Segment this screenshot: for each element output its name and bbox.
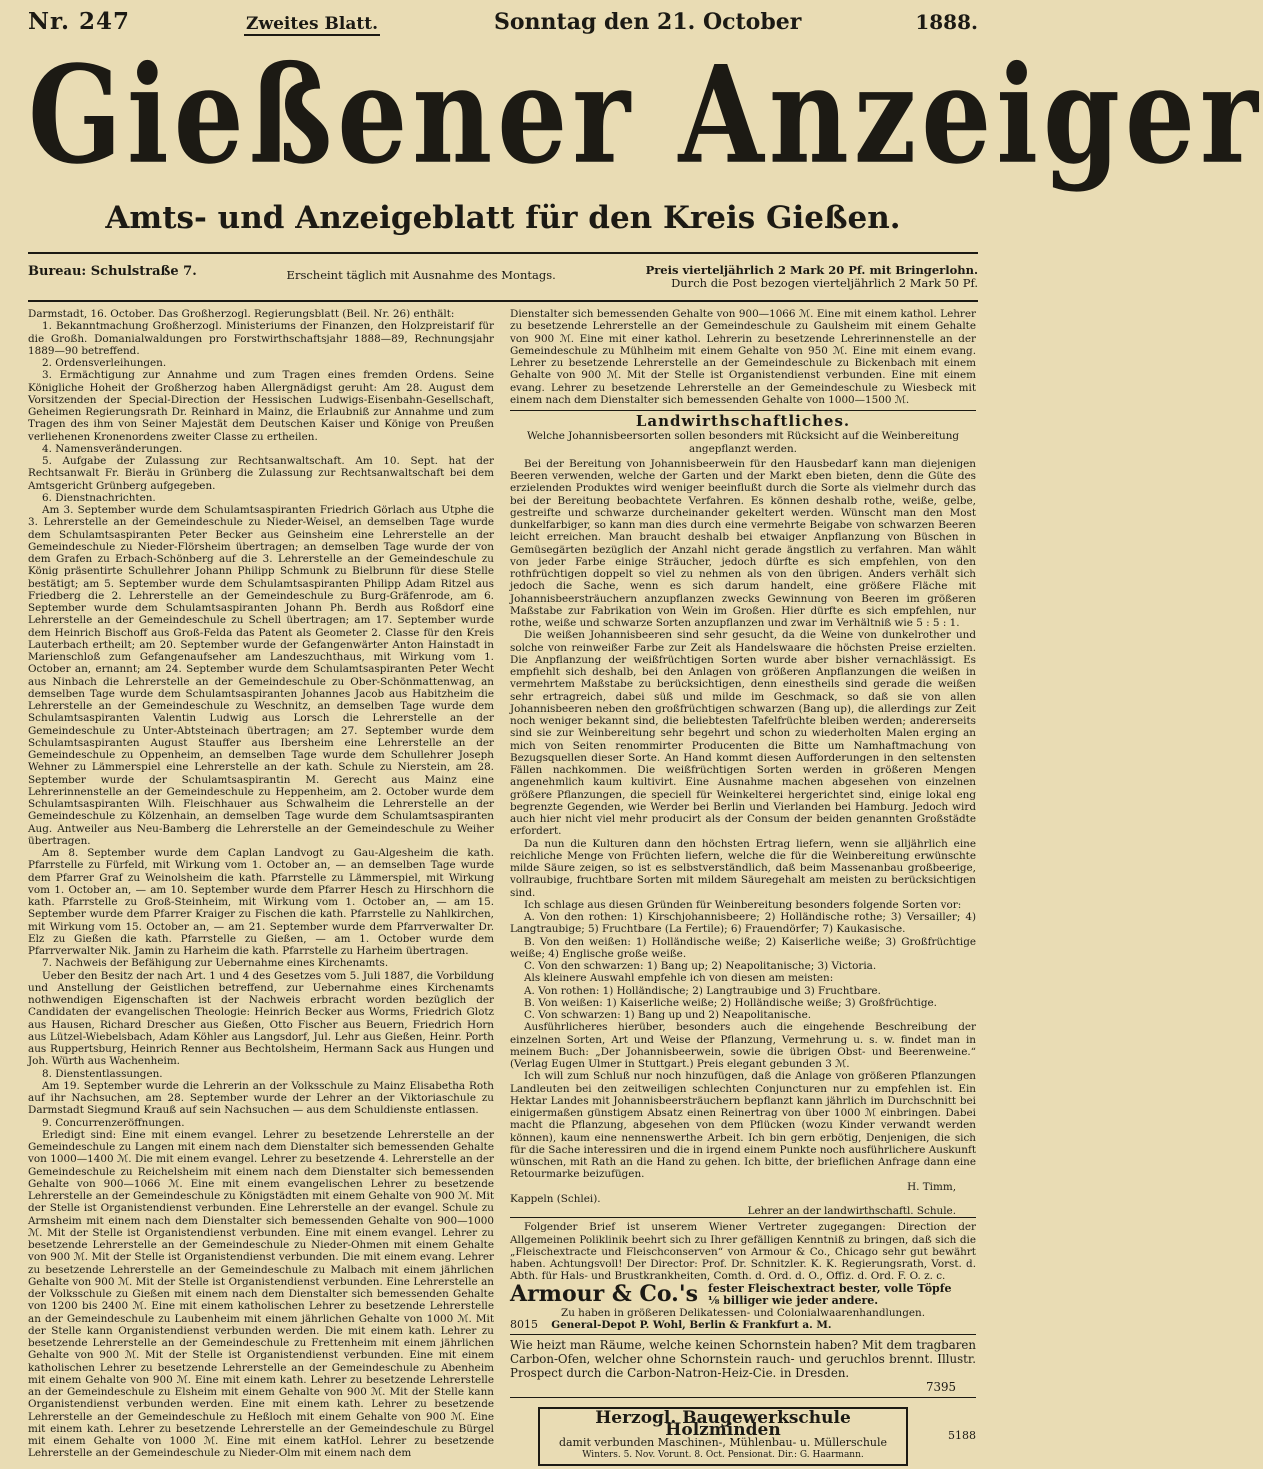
list-item: C. Von den schwarzen: 1) Bang up; 2) Neapolitanische; 3) Victoria. bbox=[524, 960, 877, 972]
ad-holzminden-box bbox=[538, 1407, 908, 1466]
ad-carbon-text: Wie heizt man Räume, welche keinen Schornstein haben? Mit dem tragbaren Carbon-Ofen, welcher ohne Schornstein rauch- und geruchlos brennt. Illustr. Prospect durch die Carbon-Natron-Heiz-Cie. in Dresden. bbox=[510, 1338, 976, 1380]
paragraph: 5. Aufgabe der Zulassung zur Rechtsanwaltschaft. Am 10. Sept. hat der Rechtsanwalt Fr. Bieräu in Grünberg die Zulassung zur Rechtsanwaltschaft bei dem Amtsgericht Grünberg aufgegeben. bbox=[28, 455, 494, 492]
ad-armour-number: 8015 bbox=[510, 1317, 538, 1331]
issue-year: 1888. bbox=[915, 10, 978, 34]
paragraph: Dienstalter sich bemessenden Gehalte von 900—1066 ℳ. Eine mit einem kathol. Lehrer zu besetzende Lehrerstelle an der Gemeindeschule zu Gaulsheim mit einem Gehalte von 900 ℳ. Eine mit einer kathol. Lehrerin zu besetzende Lehrerinnenstelle an der Gemeindeschule zu Mühlheim mit einem Gehalte von 950 ℳ. Eine mit einem evang. Lehrer zu besetzende Lehrerstelle an der Gemeindeschule zu Bickenbach mit einem Gehalte von 900 ℳ. Mit der Stelle ist Organistendienst verbunden. Eine mit einem evang. Lehrer zu besetzende Lehrerstelle an der Gemeindeschule zu Wiesbeck mit einem nach dem Dienstalter sich bemessenden Gehalte von 1000—1500 ℳ. bbox=[510, 308, 976, 406]
ad-armour-claim bbox=[708, 1283, 952, 1307]
ad-armour bbox=[510, 1217, 976, 1334]
paragraph: Die weißen Johannisbeeren sind sehr gesucht, da die Weine von dunkelrother und solche von reinweißer Farbe zur Zeit als Handelswaare die höchsten Preise erzielten. Die Anpflanzung der weißfrüchtigen Sorten wurde aber bisher vernachlässigt. Es empfiehlt sich deshalb, bei den Anlagen von größeren Anpflanzungen die weißen in vermehrtem Maßstabe zu berücksichtigen, denn einestheils sind gerade die weißen sehr ertragreich, dabei süß und milde im Geschmack, so daß sie von allen Johannisbeeren neben den großfrüchtigen schwarzen (Bang up), die allerdings zur Zeit noch weniger bekannt sind, die beliebtesten Tafelfrüchte bleiben werden; andererseits sind sie zur Weinbereitung sehr begehrt und schon zu wiederholten Malen erging an mich von Seiten renommirter Producenten die Bitte um Namhaftmachung von Bezugsquellen dieser Sorte. An Hand kommt diesen Aufforderungen in den seltensten Fällen nachkommen. Die weißfrüchtigen Sorten werden in größeren Mengen angenehmlich kaum kultivirt. Eine Ausnahme machen abgesehen von einzelnen größere Pflanzungen, die speciell für Weinkelterei hergerichtet sind, einige lokal eng begrenzte Gegenden, wie Werder bei Berlin und Vierlanden bei Hamburg. Jedoch wird auch hier nicht viel mehr producirt als der Consum der beiden genannten Großstädte erfordert. bbox=[510, 629, 976, 838]
ad-armour-depot-line bbox=[510, 1319, 976, 1331]
issue-number: Nr. 247 bbox=[28, 8, 131, 35]
paragraph: 1. Bekanntmachung Großherzogl. Ministeriums der Finanzen, den Holzpreistarif für die Großh. Domanialwaldungen pro Forstwirthschaftsjahr 1888—89, Rechnungsjahr 1889—90 betreffend. bbox=[28, 320, 494, 357]
ad-holzminden bbox=[510, 1407, 976, 1466]
ad-armour-claim-1: fester Fleischextract bester, volle Töpfe bbox=[707, 1281, 952, 1295]
ad-carbon bbox=[510, 1334, 976, 1397]
ad-holzminden-number: 5188 bbox=[948, 1429, 976, 1443]
paragraph: 2. Ordensverleihungen. bbox=[42, 357, 167, 369]
paragraph: 3. Ermächtigung zur Annahme und zum Tragen eines fremden Ordens. Seine Königliche Hoheit der Großherzog haben Allergnädigst geruht: Am 28. August dem Vorsitzenden der Special-Direction der Hessischen Ludwigs-Eisenbahn-Gesellschaft, Geheimen Regierungsrath Dr. Reinhard in Mainz, die Erlaubniß zur Annahme und zum Tragen des ihm von Seiner Majestät dem Deutschen Kaiser und Könige von Preußen verliehenen Kronenordens zweiter Classe zu ertheilen. bbox=[28, 369, 494, 443]
paragraph: Am 19. September wurde die Lehrerin an der Volksschule zu Mainz Elisabetha Roth auf ihr Nachsuchen, am 28. September wurde der Lehrer an der Viktoriaschule zu Darmstadt Siegmund Krauß auf sein Nachsuchen — aus dem Schuldienste entlassen. bbox=[28, 1079, 494, 1117]
publication-schedule: Erscheint täglich mit Ausnahme des Montags. bbox=[286, 268, 556, 282]
ad-armour-brand: Armour & Co.'s bbox=[510, 1281, 698, 1308]
list-item: A. Von rothen: 1) Holländische; 2) Langtraubige und 3) Fruchtbare. bbox=[524, 984, 881, 997]
masthead-title: Gießener Anzeiger bbox=[28, 36, 1263, 194]
ad-holzminden-title: Herzogl. Baugewerkschule Holzminden bbox=[595, 1408, 851, 1441]
paragraph: 8. Dienstentlassungen. bbox=[42, 1067, 163, 1080]
paragraph: Am 8. September wurde dem Caplan Landvogt zu Gau-Algesheim die kath. Pfarrstelle zu Fürfeld, mit Wirkung vom 1. October an, — an demselben Tage wurde dem Pfarrer Graf zu Weinolsheim die kath. Pfarrstelle zu Lämmerspiel, mit Wirkung vom 1. October an, — am 10. September wurde dem Pfarrer Hesch zu Hirschhorn die kath. Pfarrstelle zu Groß-Steinheim, mit Wirkung vom 1. October an, — am 15. September wurde dem Pfarrer Kraiger zu Fischen die kath. Pfarrstelle zu Nahlkirchen, mit Wirkung vom 15. October an, — am 21. September wurde dem Pfarrverwalter Dr. Elz zu Gießen die kath. Pfarrstelle zu Gießen, — am 1. October wurde dem Pfarrverwalter Nik. Jamin zu Harheim die kath. Pfarrstelle zu Harheim übertragen. bbox=[28, 847, 494, 957]
paragraph: 4. Namensveränderungen. bbox=[42, 442, 183, 455]
price-line-1: Preis vierteljährlich 2 Mark 20 Pf. mit Bringerlohn. bbox=[645, 263, 978, 277]
ad-armour-claim-2: ⅛ billiger wie jeder andere. bbox=[707, 1293, 879, 1307]
list-item: A. Von den rothen: 1) Kirschjohannisbeere; 2) Holländische rothe; 3) Versailler; 4) Langtraubige; 5) Fruchtbare (La Fertile); 6) Frauendörfer; 7) Kaukasische. bbox=[510, 911, 976, 936]
ad-carbon-number: 7395 bbox=[925, 1380, 956, 1394]
paragraph: Bei der Bereitung von Johannisbeerwein für den Hausbedarf kann man diejenigen Beeren verwenden, welche der Garten und der Markt eben bieten, denn die Güte des erzielenden Produktes wird weniger beeinflußt durch die Sorte als vielmehr durch das bei der Bereitung beobachtete Verfahren. Es können deshalb rothe, weiße, gelbe, gestreifte und schwarze durcheinander gekeltert werden. Wünscht man den Most dunkelfarbiger, so kann man dies durch eine vermehrte Beigabe von schwarzen Beeren leicht erreichen. Man braucht deshalb bei etwaiger Anpflanzung von Büschen in Gemüsegärten bezüglich der Anzahl nicht gerade ängstlich zu verfahren. Man wählt von jeder Farbe einige Sträucher, jedoch dürfte es sich empfehlen, von den rothfrüchtigen doppelt so viel zu nehmen als von den übrigen. Anders verhält sich jedoch die Sache, wenn es sich darum handelt, eine größere Fläche mit Johannisbeersträuchern anzupflanzen zwecks Gewinnung von Beeren im größeren Maßstabe zur Fabrikation von Wein im Großen. Hier dürfte es sich empfehlen, nur rothe, weiße und schwarze Sorten anzupflanzen und zwar im Verhältniß wie 5 : 5 : 1. bbox=[510, 457, 976, 629]
left-column bbox=[28, 308, 494, 1469]
ad-holzminden-small: Winters. 5. Nov. Vorunt. 8. Oct. Pensionat. Dir.: G. Haarmann. bbox=[582, 1449, 864, 1460]
paragraph: Da nun die Kulturen dann den höchsten Ertrag liefern, wenn sie alljährlich eine reichliche Menge von Früchten liefern, welche die für die Weinbereitung erwünschte milde Säure zeigen, so ist es selbstverständlich, daß beim Massenanbau großbeerige, vollraubige, fruchtbare Sorten mit mildem Säuregehalt am meisten zu berücksichtigen sind. bbox=[510, 837, 976, 899]
ad-armour-text: Folgender Brief ist unserem Wiener Vertreter zugegangen: Direction der Allgemeinen Poliklinik beehrt sich zu Ihrer gefälligen Kenntniß zu bringen, daß sich die „Fleischextracte und Fleischconserven“ von Armour & Co., Chicago sehr gut bewährt haben. Achtungsvoll! Der Director: Prof. Dr. Schnitzler. K. K. Regierungsrath, Vorst. d. Abth. für Hals- und Brustkrankheiten, Comth. d. Ord. d. O., Offiz. d. Ord. F. O. z. c. bbox=[510, 1221, 976, 1283]
paragraph: Am 3. September wurde dem Schulamtsaspiranten Friedrich Görlach aus Utphe die 3. Lehrerstelle an der Gemeindeschule zu Nieder-Weisel, an demselben Tage wurde dem Schulamtsaspiranten Peter Becker aus Geinsheim eine Lehrerstelle an der Gemeindeschule zu Nieder-Flörsheim übertragen; an demselben Tage wurde der von dem Grafen zu Erbach-Schönberg auf die 3. Lehrerstelle an der Gemeindeschule zu König präsentirte Schullehrer Johann Philipp Schmunk zu Bielbrunn für diese Stelle bestätigt; am 5. September wurde dem Schulamtsaspiranten Philipp Adam Ritzel aus Friedberg die 2. Lehrerstelle an der Gemeindeschule zu Burg-Gräfenrode, am 6. September wurde dem Schulamtsaspiranten Johann Ph. Berdh aus Roßdorf eine Lehrerstelle an der Gemeindeschule zu Schell übertragen; am 17. September wurde dem Heinrich Bischoff aus Groß-Felda das Patent als Geometer 2. Classe für den Kreis Lauterbach ertheilt; am 20. September wurde der Gefangenwärter Anton Hainstadt in Marienschloß zum Gefangenaufseher am Landeszuchthaus, mit Wirkung vom 1. October an, ernannt; am 24. September wurde dem Schulamtsaspiranten Peter Wecht aus Ninbach die Lehrerstelle an der Gemeindeschule zu Ober-Schönmattenwag, an demselben Tage wurde dem Schulamtsaspiranten Johannes Jacob aus Habitzheim die Lehrerstelle an der Gemeindeschule zu Weschnitz, an demselben Tage wurde dem Schulamtsaspiranten Valentin Ludwig aus Lorsch die Lehrerstelle an der Gemeindeschule zu Unter-Abtsteinach übertragen; am 27. September wurde dem Schulamtsaspiranten August Stauffer aus Ibersheim eine Lehrerstelle an der Gemeindeschule zu Oppenheim, an demselben Tage wurde dem Schullehrer Joseph Wehner zu Lämmerspiel eine Lehrerstelle an der kath. Schule zu Nierstein, am 28. September wurde der Schulamtsaspirantin M. Gerecht aus Mainz eine Lehrerinnenstelle an der Gemeindeschule zu Heppenheim, am 2. October wurde dem Schulamtsaspiranten Wilh. Fleischhauer aus Schwalheim die Lehrerstelle an der Gemeindeschule zu Kölzenhain, an demselben Tage wurde dem Schulamtsaspiranten Aug. Antweiler aus Neu-Bamberg die Lehrerstelle an der Gemeindeschule zu Weiher übertragen. bbox=[28, 504, 494, 847]
paragraph: Als kleinere Auswahl empfehle ich von diesen am meisten: bbox=[524, 972, 834, 985]
header-rule bbox=[28, 300, 978, 302]
signature-role: Lehrer an der landwirthschaftl. Schule. bbox=[747, 1205, 956, 1217]
paragraph: 6. Dienstnachrichten. bbox=[42, 491, 156, 504]
ad-armour-sold: Zu haben in größeren Delikatessen- und Colonialwaarenhandlungen. bbox=[560, 1306, 926, 1319]
paragraph: Erledigt sind: Eine mit einem evangel. Lehrer zu besetzende Lehrerstelle an der Gemeindeschule zu Langen mit einem nach dem Dienstalter sich bemessenden Gehalte von 1000—1400 ℳ. Die mit einem evangel. Lehrer zu besetzende 4. Lehrerstelle an der Gemeindeschule zu Reichelsheim mit einem nach dem Dienstalter sich bemessenden Gehalte von 900—1066 ℳ. Eine mit einem evangelischen Lehrer zu besetzende Lehrerstelle an der Gemeindeschule zu Königstädten mit einem Gehalte von 900 ℳ. Mit der Stelle ist Organistendienst verbunden. Eine Lehrerstelle an der evangel. Schule zu Armsheim mit einem nach dem Dienstalter sich bemessenden Gehalte von 900—1000 ℳ. Mit der Stelle ist Organistendienst verbunden. Eine mit einem evangel. Lehrer zu besetzende Lehrerstelle an der Gemeindeschule zu Nieder-Ohmen mit einem Gehalte von 900 ℳ. Mit der Stelle ist Organistendienst verbunden. Die mit einem evang. Lehrer zu besetzende Lehrerstelle an der Gemeindeschule zu Malbach mit einem jährlichen Gehalte von 900 ℳ. Mit der Stelle ist Organistendienst verbunden. Eine Lehrerstelle an der Volksschule zu Gießen mit einem nach dem Dienstalter sich bemessenden Gehalte von 1200 bis 2400 ℳ. Eine mit einem katholischen Lehrer zu besetzende Lehrerstelle an der Gemeindeschule zu Laubenheim mit einem jährlichen Gehalte von 1000 ℳ. Mit der Stelle kann Organistendienst verbunden werden. Die mit einem kath. Lehrer zu besetzende Lehrerstelle an der Gemeindeschule zu Frettenheim mit einem jährlichen Gehalte von 900 ℳ. Mit der Stelle ist Organistendienst verbunden. Eine mit einem katholischen Lehrer zu besetzende Lehrerstelle an der Gemeindeschule zu Abenheim mit einem Gehalte von 900 ℳ. Eine mit einem kath. Lehrer zu besetzende Lehrerstelle an der Gemeindeschule zu Elsheim mit einem Gehalte von 900 ℳ. Mit der Stelle kann Organistendienst verbunden werden. Eine mit einem kath. Lehrer zu besetzende Lehrerstelle an der Gemeindeschule zu Heßloch mit einem Gehalte von 900 ℳ. Eine mit einem kath. Lehrer zu besetzende Lehrerstelle an der Gemeindeschule zu Bürgel mit einem Gehalte von 1000 ℳ. Eine mit einem katHol. Lehrer zu besetzende Lehrerstelle an der Gemeindeschule zu Nieder-Olm mit einem nach dem bbox=[28, 1128, 494, 1460]
bureau-address: Bureau: Schulstraße 7. bbox=[28, 264, 197, 279]
paragraph: 9. Concurrenzeröffnungen. bbox=[42, 1116, 185, 1129]
divider bbox=[510, 410, 976, 411]
list-item: B. Von den weißen: 1) Holländische weiße; 2) Kaiserliche weiße; 3) Großfrüchtige weiße; 4) Englische große weiße. bbox=[510, 935, 976, 960]
signature-name: H. Timm, bbox=[907, 1180, 956, 1193]
paragraph: Ueber den Besitz der nach Art. 1 und 4 des Gesetzes vom 5. Juli 1887, die Vorbildung und Anstellung der Geistlichen betreffend, zur Uebernahme eines Kirchenamts nothwendigen Eigenschaften ist der Nachweis erbracht worden bezüglich der Candidaten der evangelischen Theologie: Heinrich Becker aus Worms, Friedrich Glotz aus Hausen, Richard Drescher aus Gießen, Otto Fischer aus Beuern, Friedrich Horn aus Lützel-Wiebelsbach, Adam Köhler aus Langsdorf, Jul. Lehr aus Gießen, Heinr. Porth aus Ruppertsburg, Heinrich Renner aus Bechtolsheim, Hermann Sack aus Hungen und Joh. Würth aus Wachenheim. bbox=[28, 969, 494, 1068]
ad-armour-brand-row bbox=[510, 1283, 976, 1307]
price-line-2: Durch die Post bezogen vierteljährlich 2 Mark 50 Pf. bbox=[671, 276, 978, 290]
info-line bbox=[28, 252, 978, 298]
paragraph: Ich schlage aus diesen Gründen für Weinbereitung besonders folgende Sorten vor: bbox=[524, 898, 962, 911]
ad-holzminden-wrap bbox=[510, 1397, 976, 1469]
paragraph: Ausführlicheres hierüber, besonders auch die eingehende Beschreibung der einzelnen Sorten, Art und Weise der Pflanzung, Vermehrung u. s. w. findet man in meinem Buch: „Der Johannisbeerwein, sowie die übrigen Obst- und Beerenweine.“ (Verlag Eugen Ulmer in Stuttgart.) Preis elegant gebunden 3 ℳ. bbox=[510, 1021, 976, 1070]
section-title: Landwirthschaftliches. bbox=[635, 412, 851, 430]
list-item: B. Von weißen: 1) Kaiserliche weiße; 2) Holländische weiße; 3) Großfrüchtige. bbox=[524, 996, 937, 1009]
article-intro: Darmstadt, 16. October. Das Großherzogl. Regierungsblatt (Beil. Nr. 26) enthält: bbox=[28, 308, 455, 320]
ad-holzminden-line: damit verbunden Maschinen-, Mühlenbau- u. Müllerschule bbox=[558, 1435, 888, 1449]
columns bbox=[28, 308, 978, 1469]
paragraph: Ich will zum Schluß nur noch hinzufügen, daß die Anlage von größeren Pflanzungen Landleuten bei den zeitweiligen schlechten Conjuncturen nur zu empfehlen ist. Ein Hektar Landes mit Johannisbeersträuchern bepflanzt kann jährlich im Durchschnitt bei einigermaßen günstigem Absatz einen Reinertrag von über 1000 ℳ einbringen. Dabei macht die Pflanzung, abgesehen von dem Pflücken (wozu Kinder verwandt werden können), kaum eine nennenswerthe Arbeit. Ich bin gern erbötig, Denjenigen, die sich für die Sache interessiren und die in irgend einem Punkte noch ausführlichere Auskunft wünschen, mit Rath an die Hand zu gehen. Ich bitte, der brieflichen Anfrage dann eine Retourmarke beizufügen. bbox=[510, 1070, 976, 1181]
signature-place: Kappeln (Schlei). bbox=[510, 1192, 601, 1205]
issue-date: Sonntag den 21. October bbox=[493, 9, 802, 35]
section-subtitle: Welche Johannisbeersorten sollen besonders mit Rücksicht auf die Weinbereitung angepflanzt werden. bbox=[526, 430, 960, 455]
subscription-price bbox=[646, 264, 978, 290]
masthead-subtitle: Amts- und Anzeigeblatt für den Kreis Gießen. bbox=[105, 200, 901, 236]
list-item: C. Von schwarzen: 1) Bang up und 2) Neapolitanische. bbox=[524, 1009, 812, 1021]
sheet-label: Zweites Blatt. bbox=[246, 14, 378, 34]
ad-armour-depot: General-Depot P. Wohl, Berlin & Frankfurt a. M. bbox=[551, 1318, 832, 1331]
right-column bbox=[510, 308, 976, 1469]
paragraph: 7. Nachweis der Befähigung zur Uebernahme eines Kirchenamts. bbox=[42, 957, 389, 970]
